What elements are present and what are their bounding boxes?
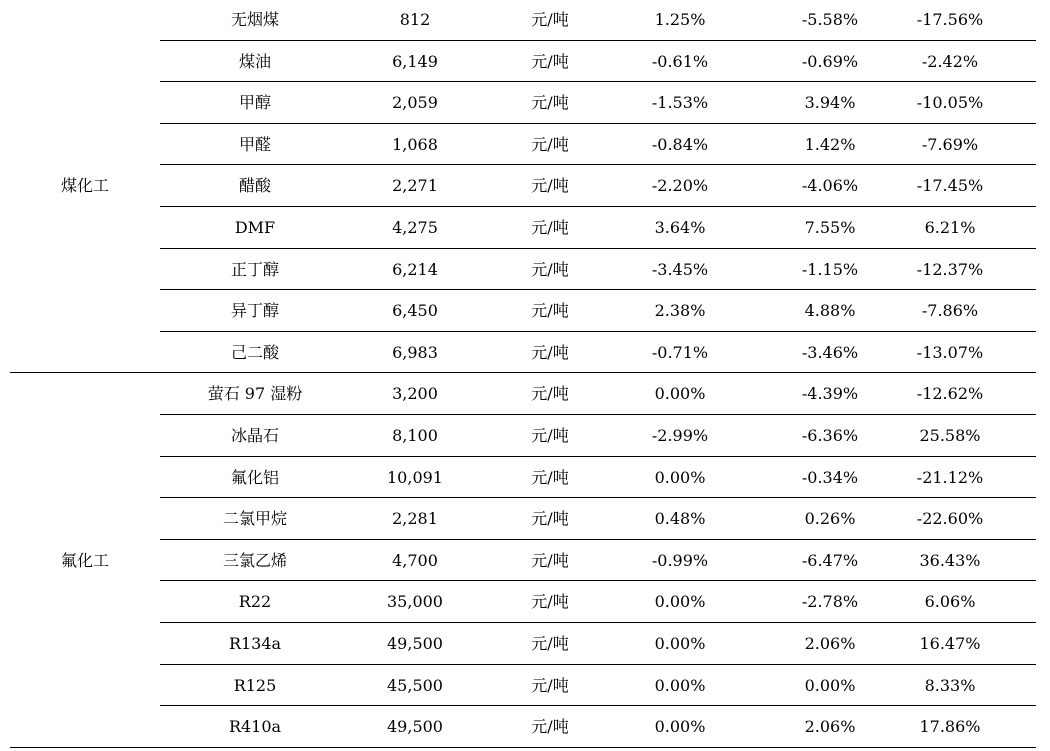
change-2: 0.26% <box>804 509 856 529</box>
table-row <box>0 332 1050 373</box>
price-value: 1,068 <box>392 134 438 154</box>
change-2: -1.15% <box>801 259 859 279</box>
change-2: -4.39% <box>801 384 859 404</box>
change-1: -3.45% <box>651 259 709 279</box>
product-name: 萤石 97 湿粉 <box>207 384 303 404</box>
change-2: 1.42% <box>804 134 856 154</box>
change-1: -1.53% <box>651 93 709 113</box>
price-value: 35,000 <box>387 592 443 612</box>
product-name: R22 <box>238 592 272 612</box>
change-1: 3.64% <box>654 218 706 237</box>
table-row <box>0 207 1050 248</box>
price-value: 6,149 <box>392 51 438 71</box>
price-value: 6,450 <box>392 301 438 321</box>
change-3: -17.45% <box>916 176 984 196</box>
unit-label: 元/吨 <box>531 342 569 362</box>
unit-label: 元/吨 <box>531 176 569 196</box>
change-2: 2.06% <box>804 717 856 737</box>
change-1: -0.71% <box>651 342 709 362</box>
product-name: 氟化铝 <box>230 467 279 487</box>
change-1: 0.00% <box>654 675 706 695</box>
change-3: 36.43% <box>919 550 981 570</box>
unit-label: 元/吨 <box>531 675 569 695</box>
change-3: 17.86% <box>919 717 981 737</box>
change-2: -6.36% <box>801 426 859 445</box>
row-divider <box>10 747 1036 748</box>
change-3: -10.05% <box>916 93 984 113</box>
price-value: 2,271 <box>392 176 438 196</box>
change-2: 3.94% <box>804 93 856 113</box>
table-row <box>0 665 1050 706</box>
change-3: -17.56% <box>916 10 984 29</box>
change-1: 2.38% <box>654 301 706 321</box>
change-3: -13.07% <box>916 342 984 362</box>
change-1: -0.99% <box>651 550 709 570</box>
change-2: -6.47% <box>801 550 859 570</box>
price-value: 6,214 <box>392 259 438 279</box>
change-3: -2.42% <box>921 51 979 71</box>
change-1: 0.48% <box>654 509 706 529</box>
unit-label: 元/吨 <box>531 550 569 570</box>
table-row <box>0 581 1050 622</box>
change-1: -2.20% <box>651 176 709 196</box>
change-2: -0.69% <box>801 51 859 71</box>
table-row <box>0 706 1050 747</box>
change-3: 25.58% <box>919 426 981 445</box>
table-row <box>0 498 1050 539</box>
product-name: R125 <box>233 675 277 695</box>
product-name: 正丁醇 <box>230 259 279 279</box>
table-row <box>0 41 1050 82</box>
product-name: 甲醇 <box>238 93 271 113</box>
table-row <box>0 373 1050 414</box>
product-name: 无烟煤 <box>230 10 279 29</box>
change-2: 0.00% <box>804 675 856 695</box>
table-row <box>0 0 1050 40</box>
product-name: 二氯甲烷 <box>222 509 287 529</box>
unit-label: 元/吨 <box>531 218 569 237</box>
change-1: 0.00% <box>654 467 706 487</box>
change-1: -0.84% <box>651 134 709 154</box>
product-name: 三氯乙烯 <box>222 550 287 570</box>
price-value: 4,275 <box>392 218 438 237</box>
change-1: 0.00% <box>654 384 706 404</box>
table-row <box>0 124 1050 165</box>
unit-label: 元/吨 <box>531 384 569 404</box>
change-3: -12.37% <box>916 259 984 279</box>
price-value: 8,100 <box>392 426 438 445</box>
price-value: 49,500 <box>387 634 443 653</box>
price-value: 812 <box>399 10 431 29</box>
change-2: -4.06% <box>801 176 859 196</box>
unit-label: 元/吨 <box>531 509 569 529</box>
unit-label: 元/吨 <box>531 467 569 487</box>
change-3: -7.69% <box>921 134 979 154</box>
table-row <box>0 540 1050 581</box>
table-row <box>0 82 1050 123</box>
change-3: 16.47% <box>919 634 981 653</box>
unit-label: 元/吨 <box>531 51 569 71</box>
category-label: 煤化工 <box>60 176 109 196</box>
table-row <box>0 623 1050 664</box>
table-row <box>0 249 1050 290</box>
unit-label: 元/吨 <box>531 592 569 612</box>
product-name: 异丁醇 <box>230 301 279 321</box>
category-label: 氟化工 <box>60 550 109 570</box>
change-2: -5.58% <box>801 10 859 29</box>
product-name: R134a <box>228 634 282 653</box>
change-3: -21.12% <box>916 467 984 487</box>
change-3: -12.62% <box>916 384 984 404</box>
unit-label: 元/吨 <box>531 93 569 113</box>
unit-label: 元/吨 <box>531 717 569 737</box>
unit-label: 元/吨 <box>531 426 569 445</box>
unit-label: 元/吨 <box>531 10 569 29</box>
table-row <box>0 290 1050 331</box>
unit-label: 元/吨 <box>531 259 569 279</box>
change-3: -22.60% <box>916 509 984 529</box>
change-3: 6.06% <box>924 592 976 612</box>
change-3: 6.21% <box>924 218 976 237</box>
unit-label: 元/吨 <box>531 134 569 154</box>
table-row <box>0 457 1050 498</box>
table-row <box>0 415 1050 456</box>
price-value: 3,200 <box>392 384 438 404</box>
unit-label: 元/吨 <box>531 634 569 653</box>
product-name: 己二酸 <box>230 342 279 362</box>
change-3: 8.33% <box>924 675 976 695</box>
change-2: 2.06% <box>804 634 856 653</box>
change-2: 7.55% <box>804 218 856 237</box>
price-value: 45,500 <box>387 675 443 695</box>
price-value: 49,500 <box>387 717 443 737</box>
change-2: -0.34% <box>801 467 859 487</box>
change-2: -3.46% <box>801 342 859 362</box>
price-value: 10,091 <box>387 467 443 487</box>
table-row <box>0 165 1050 206</box>
price-value: 4,700 <box>392 550 438 570</box>
product-name: 醋酸 <box>238 176 271 196</box>
product-name: 煤油 <box>238 51 271 71</box>
price-value: 2,059 <box>392 93 438 113</box>
change-1: 0.00% <box>654 634 706 653</box>
price-value: 6,983 <box>392 342 438 362</box>
change-3: -7.86% <box>921 301 979 321</box>
change-1: 1.25% <box>654 10 706 29</box>
unit-label: 元/吨 <box>531 301 569 321</box>
change-1: 0.00% <box>654 592 706 612</box>
change-1: -0.61% <box>651 51 709 71</box>
product-name: 甲醛 <box>238 134 271 154</box>
change-2: -2.78% <box>801 592 859 612</box>
price-value: 2,281 <box>392 509 438 529</box>
change-2: 4.88% <box>804 301 856 321</box>
change-1: -2.99% <box>651 426 709 445</box>
product-name: R410a <box>228 717 282 737</box>
product-name: DMF <box>234 218 276 237</box>
change-1: 0.00% <box>654 717 706 737</box>
product-name: 冰晶石 <box>230 426 279 445</box>
